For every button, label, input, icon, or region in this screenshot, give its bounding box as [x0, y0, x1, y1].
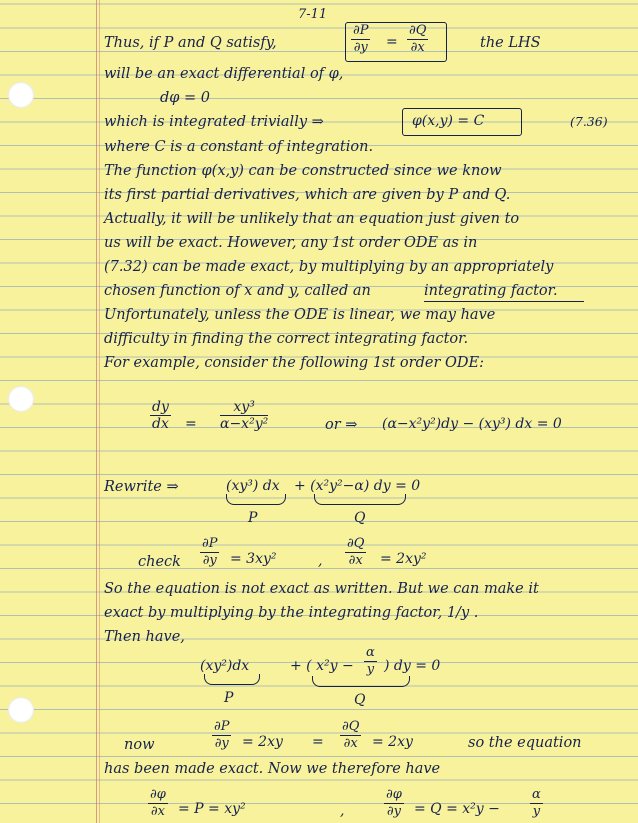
text-line-13: difficulty in finding the correct integrating factor.: [104, 331, 469, 347]
text-line-23: has been made exact. Now we therefore have: [104, 761, 441, 777]
exact-term-Q-end: ) dy = 0: [384, 658, 441, 674]
now-result-2: = 2xy: [372, 734, 413, 750]
text-line-6: The function φ(x,y) can be constructed since we know: [104, 163, 502, 179]
final-frac-dphi-dx: ∂φ ∂x: [150, 787, 166, 819]
label-exact-P: P: [224, 690, 234, 706]
brace-exact-P: [204, 674, 260, 685]
punch-hole-middle: [8, 386, 34, 412]
text-line-5: where C is a constant of integration.: [104, 139, 374, 155]
check-label: check: [138, 554, 181, 570]
text-line-18: So the equation is not exact as written. But we can make it: [104, 581, 539, 597]
equals-sign: =: [386, 34, 398, 50]
text-line-9: us will be exact. However, any 1st order ODE as in: [104, 235, 478, 251]
text-line-1a: Thus, if P and Q satisfy,: [104, 35, 277, 51]
exact-term-Q-start: + ( x²y −: [290, 658, 354, 674]
check-result-2: = 2xy²: [380, 551, 427, 567]
text-line-4: which is integrated trivially ⇒: [104, 114, 324, 130]
text-line-19: exact by multiplying by the integrating factor, 1/y .: [104, 605, 479, 621]
final-result-1: = P = xy²: [178, 801, 246, 817]
text-line-8: Actually, it will be unlikely that an equation just given to: [104, 211, 520, 227]
label-Q: Q: [354, 510, 366, 526]
now-label: now: [124, 737, 155, 753]
equation-number: (7.36): [570, 114, 608, 129]
margin-line-secondary: [99, 0, 100, 823]
final-frac-alpha-over-y: α y: [532, 787, 541, 819]
final-comma: ,: [340, 803, 345, 819]
integrating-factor-underline: [424, 301, 584, 302]
text-line-10: (7.32) can be made exact, by multiplying by an appropriately: [104, 259, 554, 275]
final-frac-dphi-dy: ∂φ ∂y: [386, 787, 402, 819]
check-frac-dQ-dx: ∂Q ∂x: [347, 536, 365, 568]
now-frac-dP-dy: ∂P ∂y: [214, 719, 230, 751]
check-result-1: = 3xy²: [230, 551, 277, 567]
frac-alpha-over-y: α y: [366, 645, 375, 677]
punch-hole-top: [8, 82, 34, 108]
check-comma: ,: [318, 553, 323, 569]
rewrite-label: Rewrite ⇒: [104, 479, 179, 495]
or-implies: or ⇒: [325, 417, 358, 433]
final-result-2: = Q = x²y −: [414, 801, 500, 817]
now-result-1: = 2xy: [242, 734, 283, 750]
text-line-11a: chosen function of x and y, called an: [104, 283, 371, 299]
brace-Q: [314, 494, 406, 505]
dphi-equation: dφ = 0: [160, 90, 211, 106]
page-number: 7-11: [298, 7, 328, 22]
check-frac-dP-dy: ∂P ∂y: [202, 536, 218, 568]
brace-P: [226, 494, 286, 505]
text-line-14: For example, consider the following 1st order ODE:: [104, 355, 484, 371]
margin-line: [96, 0, 97, 823]
text-line-1b: the LHS: [480, 35, 541, 51]
rewrite-term-P: (xy³) dx: [226, 478, 280, 494]
solution-equation: φ(x,y) = C: [412, 113, 485, 129]
brace-exact-Q: [312, 676, 410, 687]
label-P: P: [248, 510, 258, 526]
rewrite-term-Q: + (x²y²−α) dy = 0: [294, 478, 421, 494]
frac-dQ-dx: ∂Q ∂x: [409, 23, 427, 55]
text-line-20: Then have,: [104, 629, 185, 645]
punch-hole-bottom: [8, 697, 34, 723]
label-exact-Q: Q: [354, 692, 366, 708]
text-line-2: will be an exact differential of φ,: [104, 66, 344, 82]
ode-rhs-fraction: xy³ α−x²y²: [220, 399, 269, 432]
frac-dP-dy: ∂P ∂y: [353, 23, 369, 55]
now-frac-dQ-dx: ∂Q ∂x: [342, 719, 360, 751]
text-line-7: its first partial derivatives, which are given by P and Q.: [104, 187, 511, 203]
exact-term-P: (xy²)dx: [200, 658, 250, 674]
text-line-12: Unfortunately, unless the ODE is linear, we may have: [104, 307, 496, 323]
now-tail-text: so the equation: [468, 735, 582, 751]
frac-dy-dx: dy dx: [152, 399, 169, 432]
ode-differential-form: (α−x²y²)dy − (xy³) dx = 0: [382, 416, 562, 432]
integrating-factor-term: integrating factor.: [424, 283, 558, 299]
now-equals: =: [312, 734, 324, 750]
ode-equals-sign: =: [185, 416, 197, 432]
